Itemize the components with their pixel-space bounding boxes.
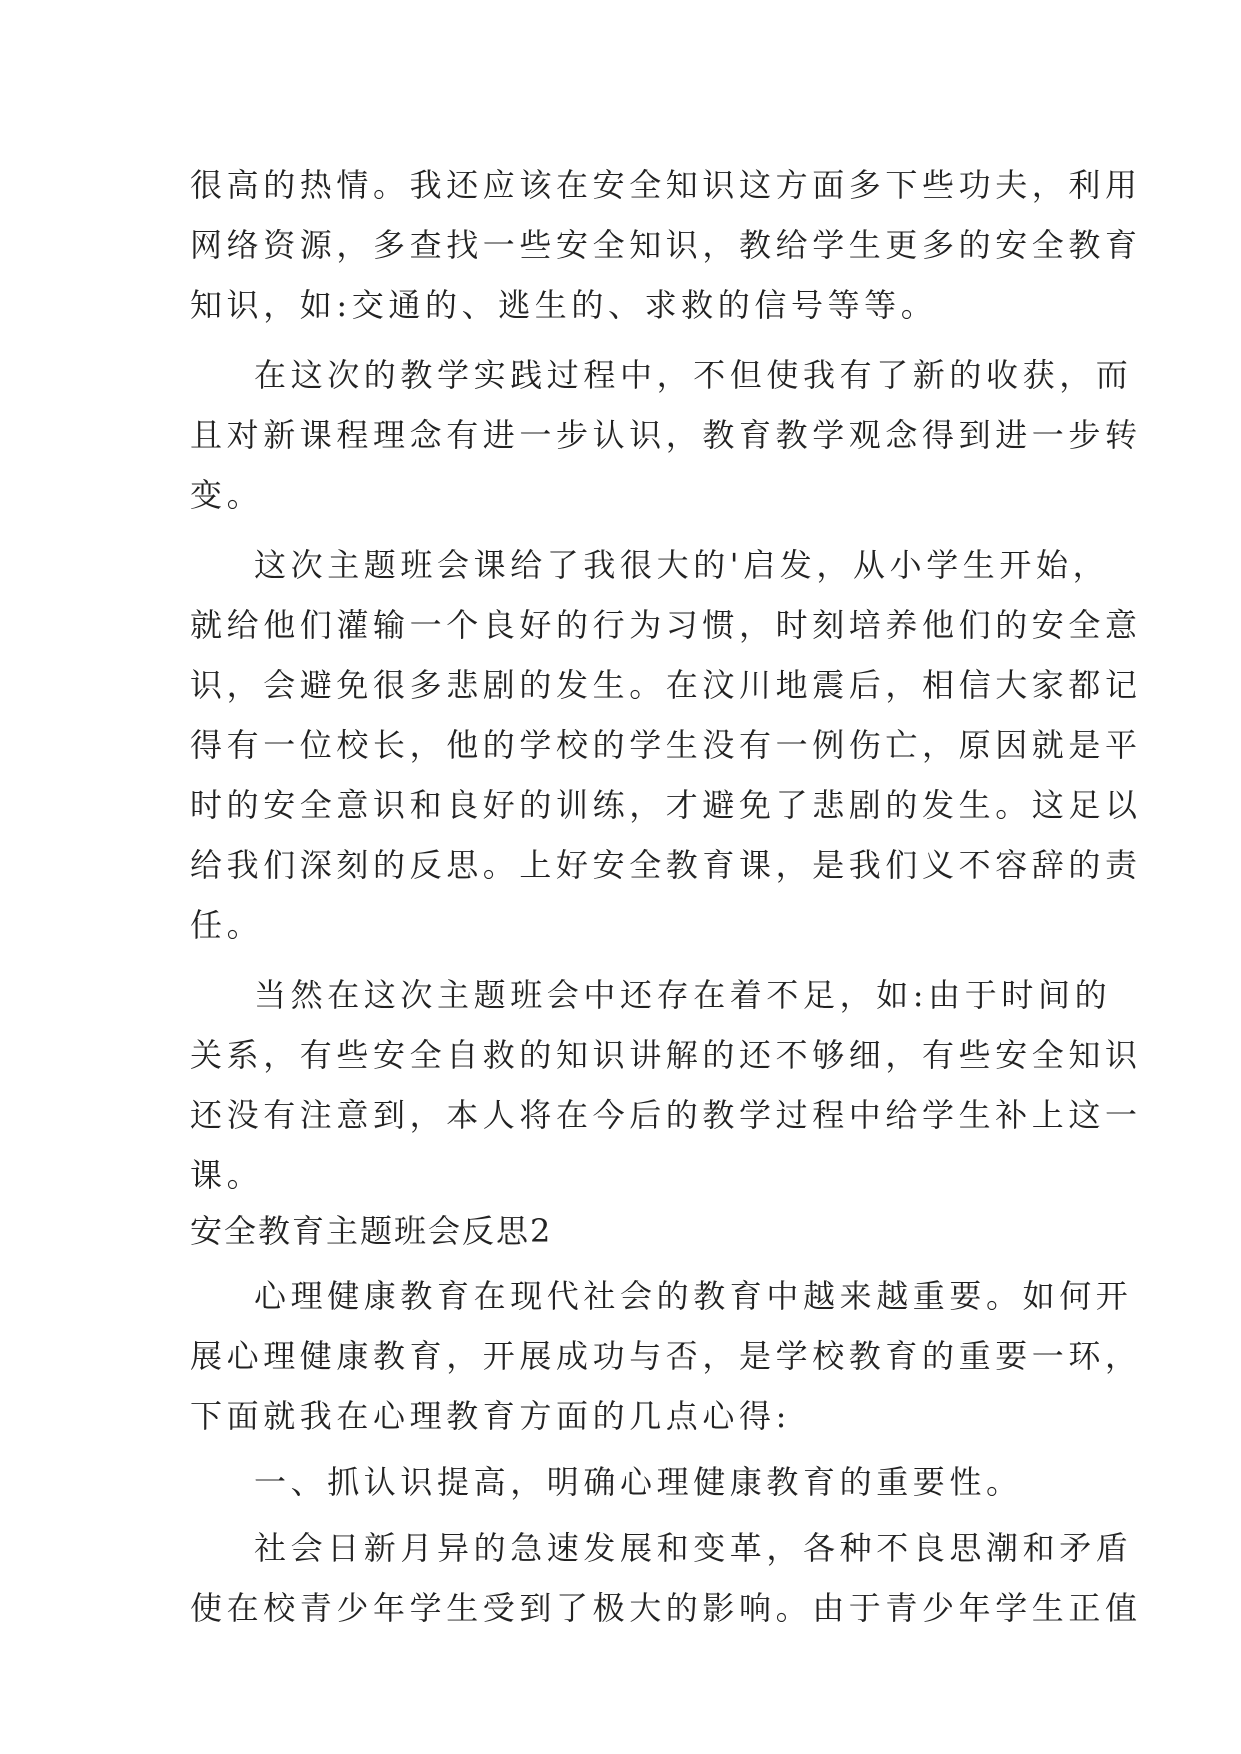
- paragraph-line: 且对新课程理念有进一步认识，教育教学观念得到进一步转: [190, 416, 1142, 454]
- paragraph-line: 变。: [190, 476, 264, 514]
- paragraph-line: 下面就我在心理教育方面的几点心得:: [190, 1397, 791, 1435]
- paragraph-line: 给我们深刻的反思。上好安全教育课，是我们义不容辞的责: [190, 846, 1142, 884]
- paragraph-line: 当然在这次主题班会中还存在着不足，如:由于时间的: [254, 976, 1112, 1014]
- paragraph-line: 知识，如:交通的、逃生的、求救的信号等等。: [190, 286, 938, 324]
- section-heading: 安全教育主题班会反思2: [190, 1212, 553, 1250]
- paragraph-line: 课。: [190, 1156, 264, 1194]
- paragraph-line: 很高的热情。我还应该在安全知识这方面多下些功夫，利用: [190, 166, 1142, 204]
- paragraph-line: 使在校青少年学生受到了极大的影响。由于青少年学生正值: [190, 1589, 1142, 1627]
- paragraph-line: 关系，有些安全自救的知识讲解的还不够细，有些安全知识: [190, 1036, 1142, 1074]
- paragraph-line: 展心理健康教育，开展成功与否，是学校教育的重要一环，: [190, 1337, 1142, 1375]
- paragraph-line: 网络资源，多查找一些安全知识，教给学生更多的安全教育: [190, 226, 1142, 264]
- paragraph-line: 还没有注意到，本人将在今后的教学过程中给学生补上这一: [190, 1096, 1142, 1134]
- paragraph-line: 时的安全意识和良好的训练，才避免了悲剧的发生。这足以: [190, 786, 1142, 824]
- paragraph-line: 识，会避免很多悲剧的发生。在汶川地震后，相信大家都记: [190, 666, 1142, 704]
- paragraph-line: 社会日新月异的急速发展和变革，各种不良思潮和矛盾: [254, 1529, 1133, 1567]
- paragraph-line: 得有一位校长，他的学校的学生没有一例伤亡，原因就是平: [190, 726, 1142, 764]
- paragraph-line: 心理健康教育在现代社会的教育中越来越重要。如何开: [254, 1277, 1133, 1315]
- paragraph-line: 任。: [190, 906, 264, 944]
- paragraph-line: 在这次的教学实践过程中，不但使我有了新的收获，而: [254, 356, 1133, 394]
- paragraph-line: 就给他们灌输一个良好的行为习惯，时刻培养他们的安全意: [190, 606, 1142, 644]
- paragraph-line: 这次主题班会课给了我很大的'启发，从小学生开始，: [254, 546, 1110, 584]
- paragraph-line: 一、抓认识提高，明确心理健康教育的重要性。: [254, 1463, 1023, 1501]
